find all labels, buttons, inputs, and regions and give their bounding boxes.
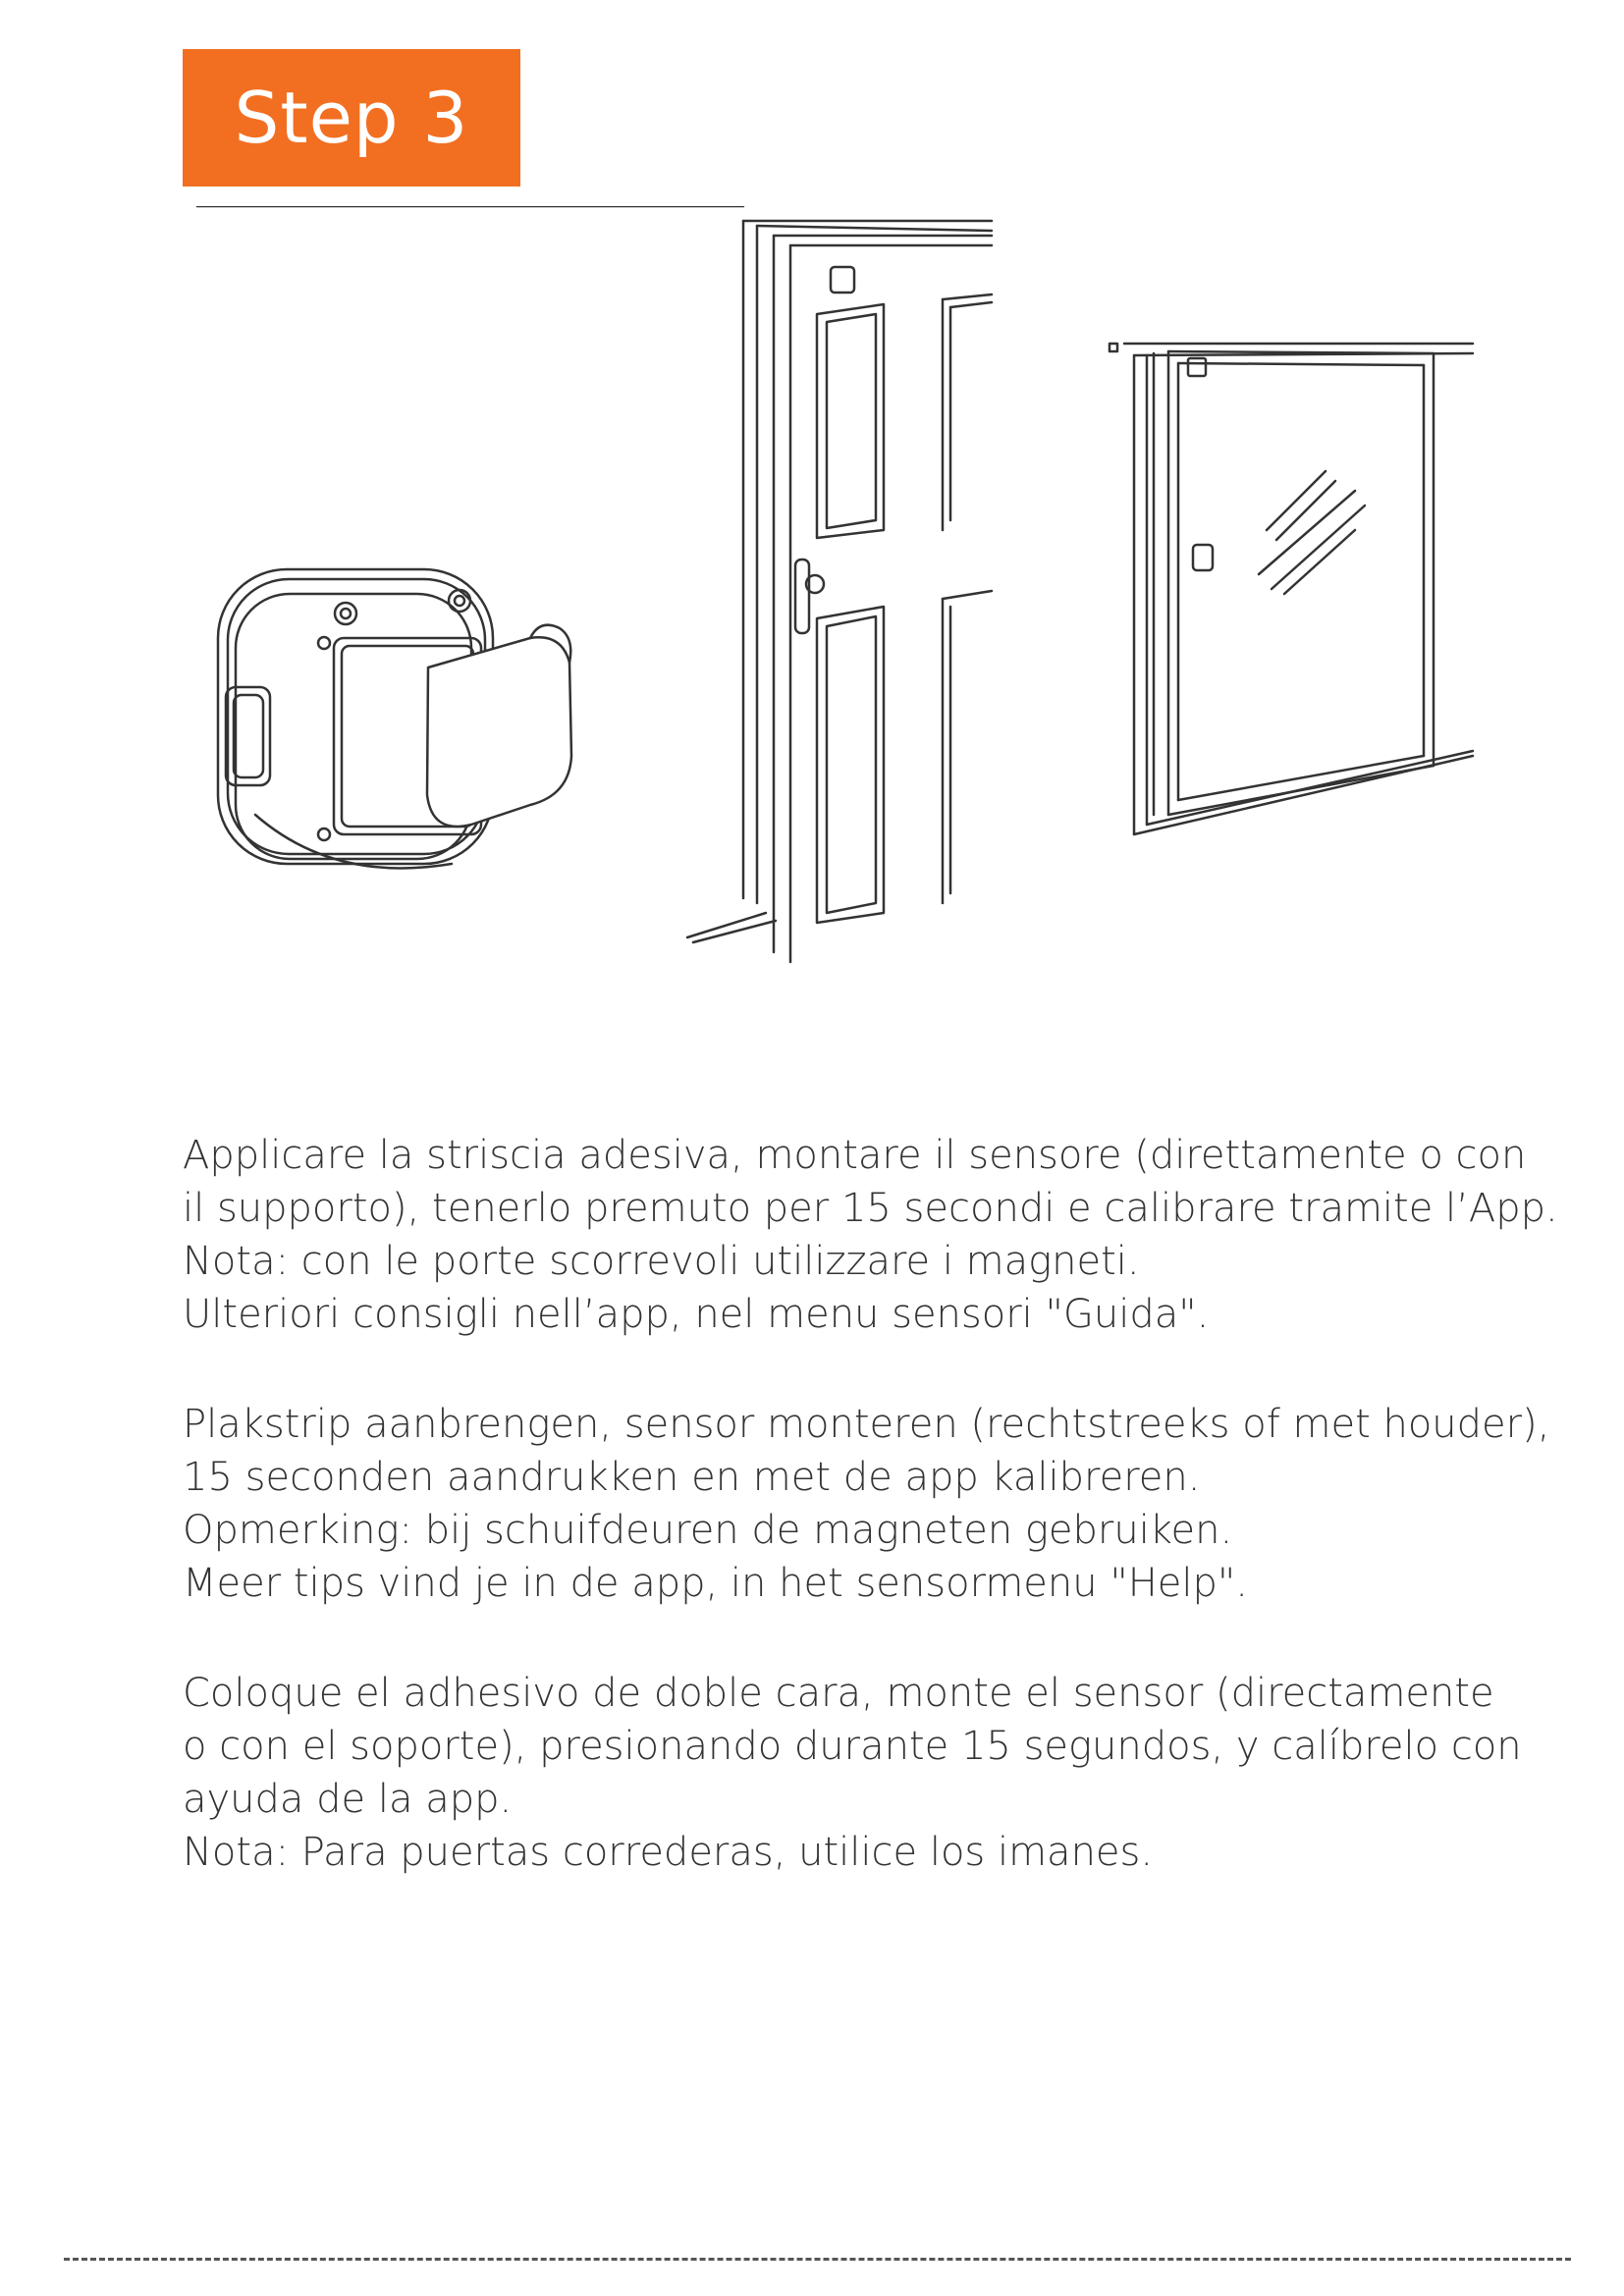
- door-illustration-icon: [196, 206, 992, 962]
- instructions-italian: [183, 1129, 1558, 1341]
- instruction-line: Plakstrip aanbrengen, sensor monteren (rechtstreeks of met houder),: [183, 1402, 1550, 1447]
- step-badge: [183, 49, 520, 187]
- instructions-spanish: [183, 1667, 1522, 1879]
- instruction-line: o con el soporte), presionando durante 15 segundos, y calíbrelo con: [183, 1724, 1522, 1769]
- instruction-line: Nota: con le porte scorrevoli utilizzare i magneti.: [183, 1239, 1140, 1284]
- bottom-divider: [64, 2258, 1571, 2261]
- instruction-line: 15 seconden aandrukken en met de app kalibreren.: [183, 1455, 1201, 1500]
- instruction-line: Coloque el adhesivo de doble cara, monte el sensor (directamente: [183, 1671, 1494, 1716]
- instructions: [183, 1129, 1558, 1936]
- instruction-line: Meer tips vind je in de app, in het sensormenu "Help".: [183, 1561, 1249, 1606]
- instruction-line: Ulteriori consigli nell’app, nel menu sensori "Guida".: [183, 1292, 1210, 1337]
- sensor-device-icon: [218, 569, 571, 868]
- instruction-line: Nota: Para puertas correderas, utilice los imanes.: [183, 1830, 1154, 1875]
- step-label: Step 3: [234, 77, 469, 159]
- instruction-line: il supporto), tenerlo premuto per 15 secondi e calibrare tramite l’App.: [183, 1186, 1558, 1231]
- instruction-line: Opmerking: bij schuifdeuren de magneten gebruiken.: [183, 1508, 1233, 1553]
- instruction-line: ayuda de la app.: [183, 1777, 513, 1822]
- window-illustration-icon: [1110, 344, 1473, 834]
- instructions-dutch: [183, 1398, 1550, 1610]
- instruction-line: Applicare la striscia adesiva, montare il sensore (direttamente o con: [183, 1133, 1527, 1178]
- installation-illustration: [196, 206, 1512, 972]
